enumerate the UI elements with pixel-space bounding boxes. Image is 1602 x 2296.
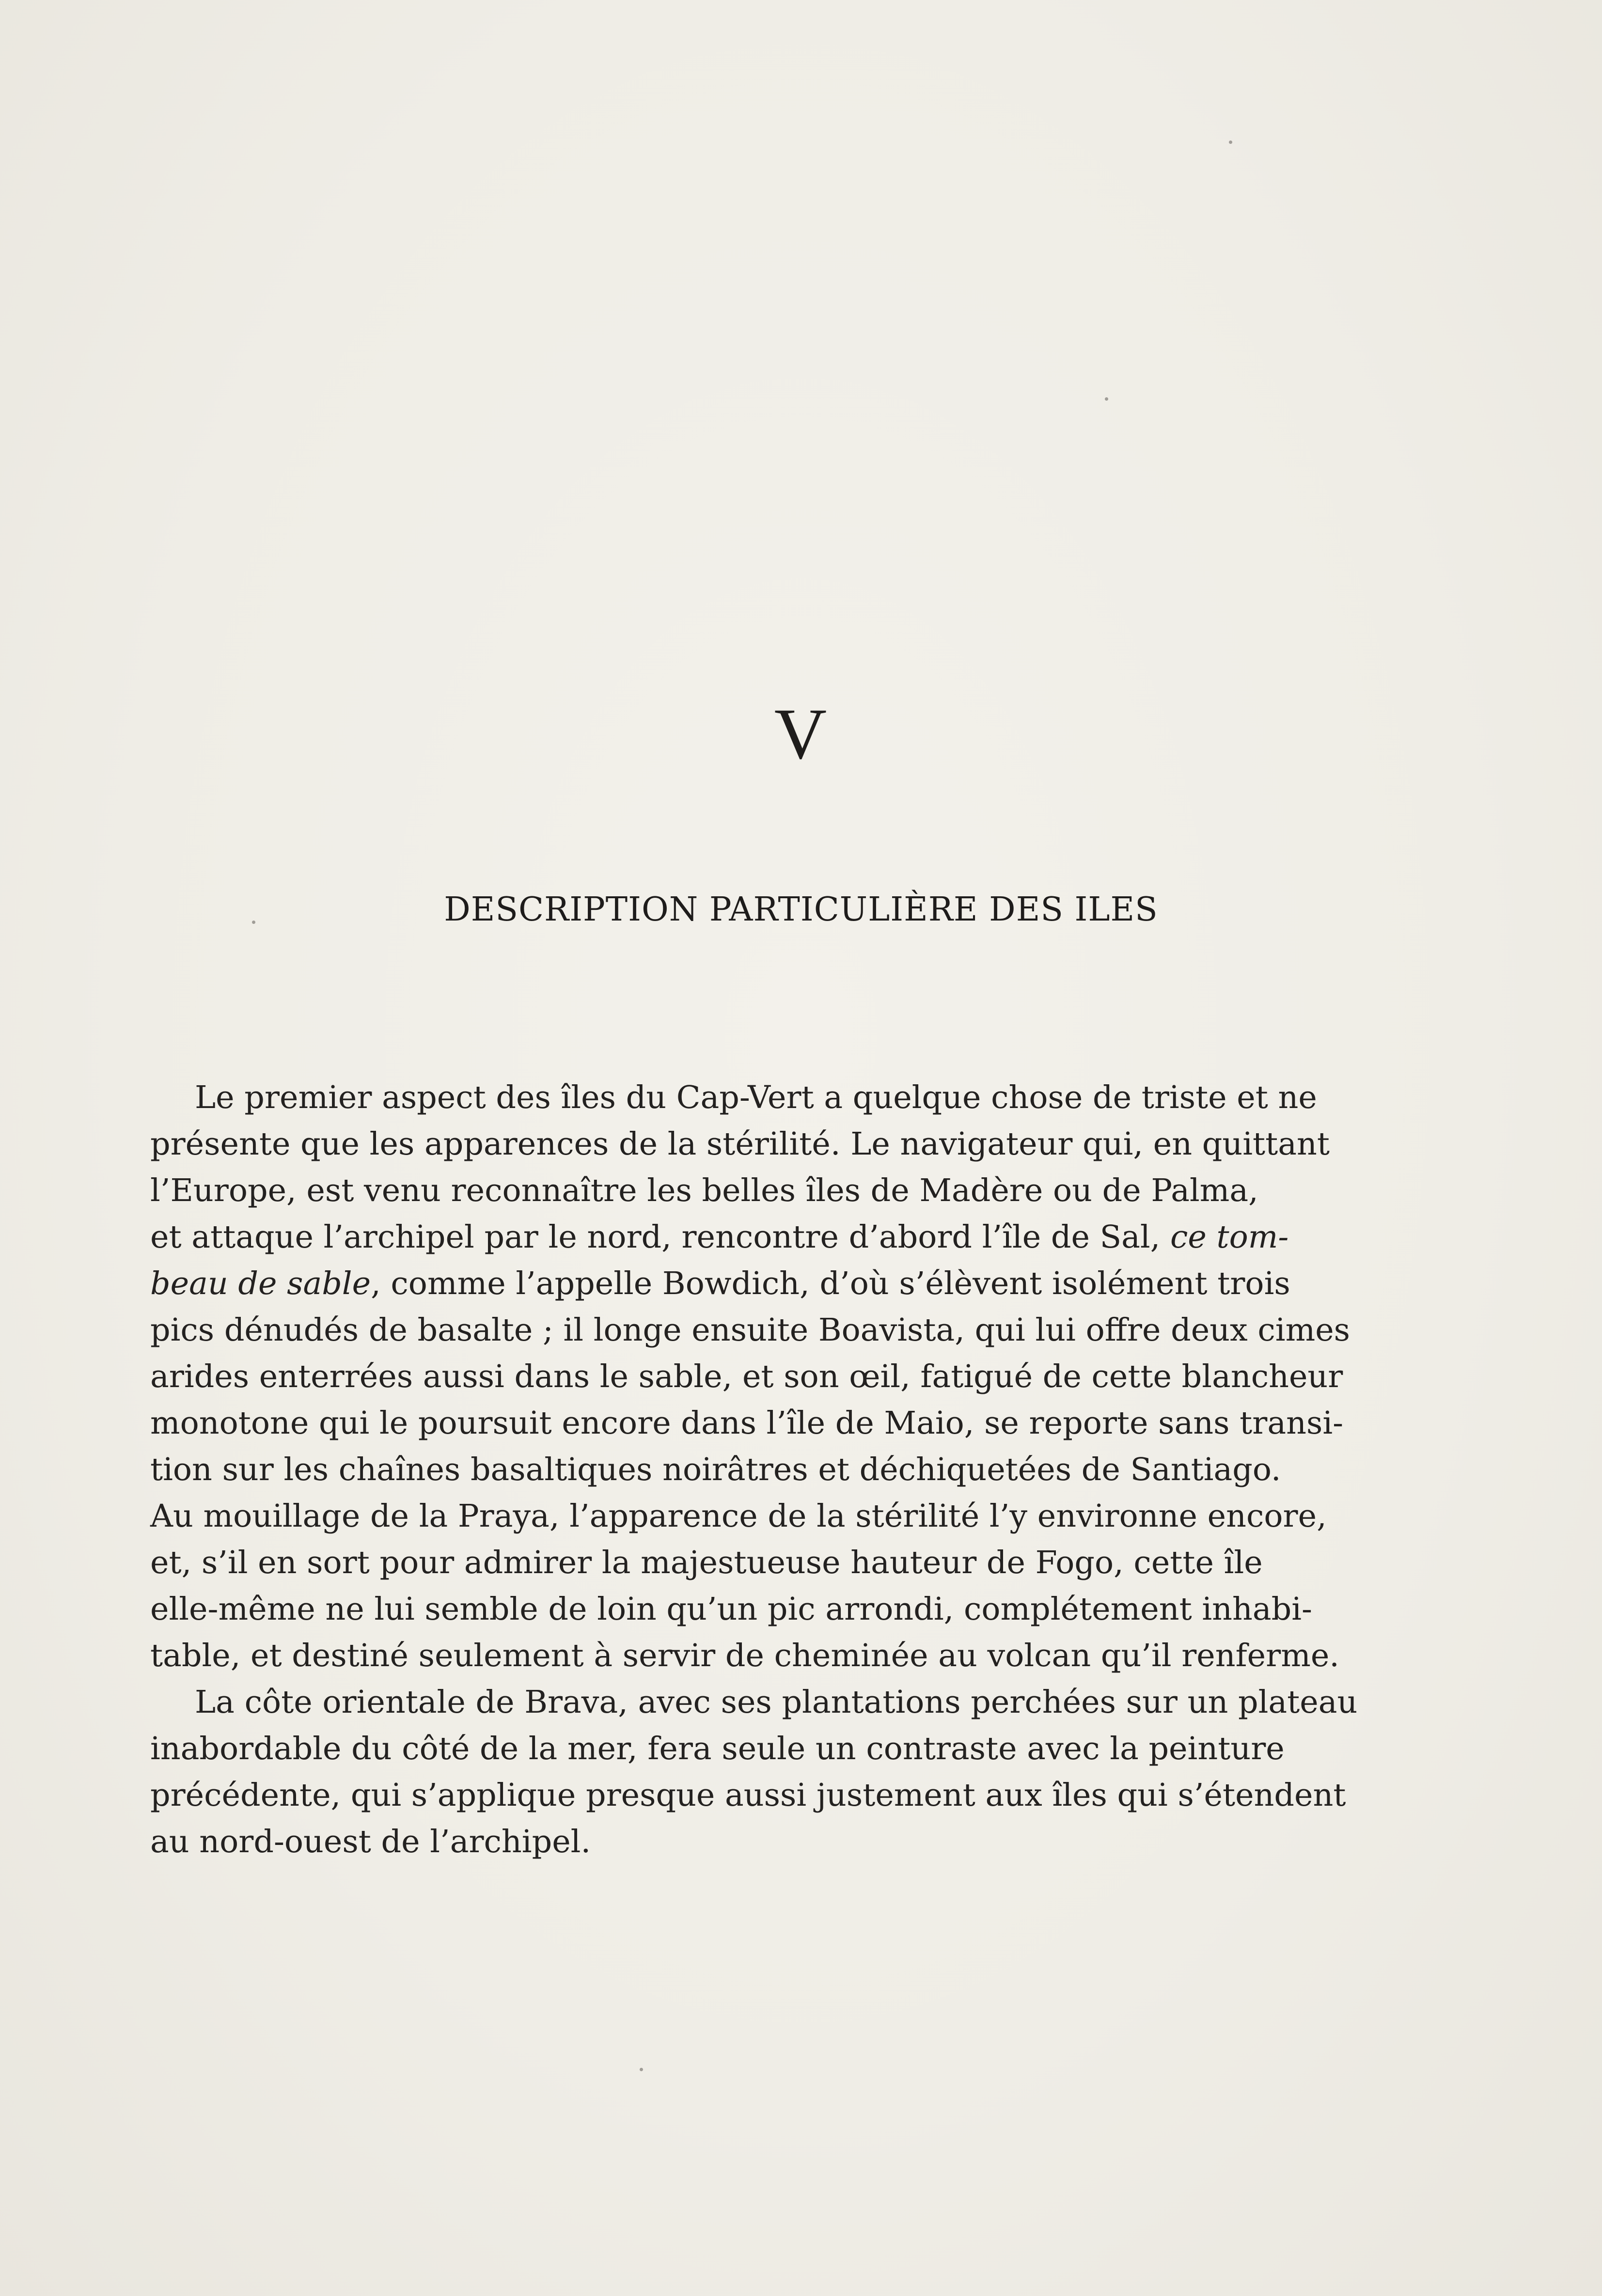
paper-speck [1105,397,1108,401]
paper-speck [252,921,255,924]
text-line: Au mouillage de la Praya, l’apparence de la stérilité l’y environne encore, [150,1498,1327,1534]
text-line: et attaque l’archipel par le nord, rencontre d’abord l’île de Sal, ce tom- [150,1219,1289,1255]
chapter-title: DESCRIPTION PARTICULIÈRE DES ILES [444,890,1158,929]
italic-phrase: ce tom- [1170,1219,1289,1255]
text-line: présente que les apparences de la stérilité. Le navigateur qui, en quittant [150,1126,1330,1162]
text-line: pics dénudés de basalte ; il longe ensuite Boavista, qui lui offre deux cimes [150,1312,1351,1348]
text-line: arides enterrées aussi dans le sable, et son œil, fatigué de cette blancheur [150,1359,1343,1395]
text-line: l’Europe, est venu reconnaître les belles îles de Madère ou de Palma, [150,1172,1258,1209]
body-text [150,1075,1358,1865]
text-line: Le premier aspect des îles du Cap-Vert a quelque chose de triste et ne [195,1079,1317,1116]
paper-speck [1229,141,1232,144]
text-line: beau de sable, comme l’appelle Bowdich, d’où s’élèvent isolément trois [150,1265,1290,1302]
chapter-numeral: V [774,694,828,774]
text-line: La côte orientale de Brava, avec ses plantations perchées sur un plateau [195,1684,1358,1720]
text-line: et, s’il en sort pour admirer la majestueuse hauteur de Fogo, cette île [150,1545,1263,1581]
italic-phrase: beau de sable [150,1265,371,1302]
text-line: tion sur les chaînes basaltiques noirâtres et déchiquetées de Santiago. [150,1452,1281,1488]
text-line: elle-même ne lui semble de loin qu’un pic arrondi, complétement inhabi- [150,1591,1312,1627]
text-line: au nord-ouest de l’archipel. [150,1824,591,1860]
text-line: inabordable du côté de la mer, fera seule un contraste avec la peinture [150,1731,1285,1767]
text-line: précédente, qui s’applique presque aussi justement aux îles qui s’étendent [150,1777,1346,1813]
text-line: monotone qui le poursuit encore dans l’île de Maio, se reporte sans transi- [150,1405,1344,1441]
paper-speck [640,2068,643,2071]
text-line: table, et destiné seulement à servir de cheminée au volcan qu’il renferme. [150,1638,1339,1674]
